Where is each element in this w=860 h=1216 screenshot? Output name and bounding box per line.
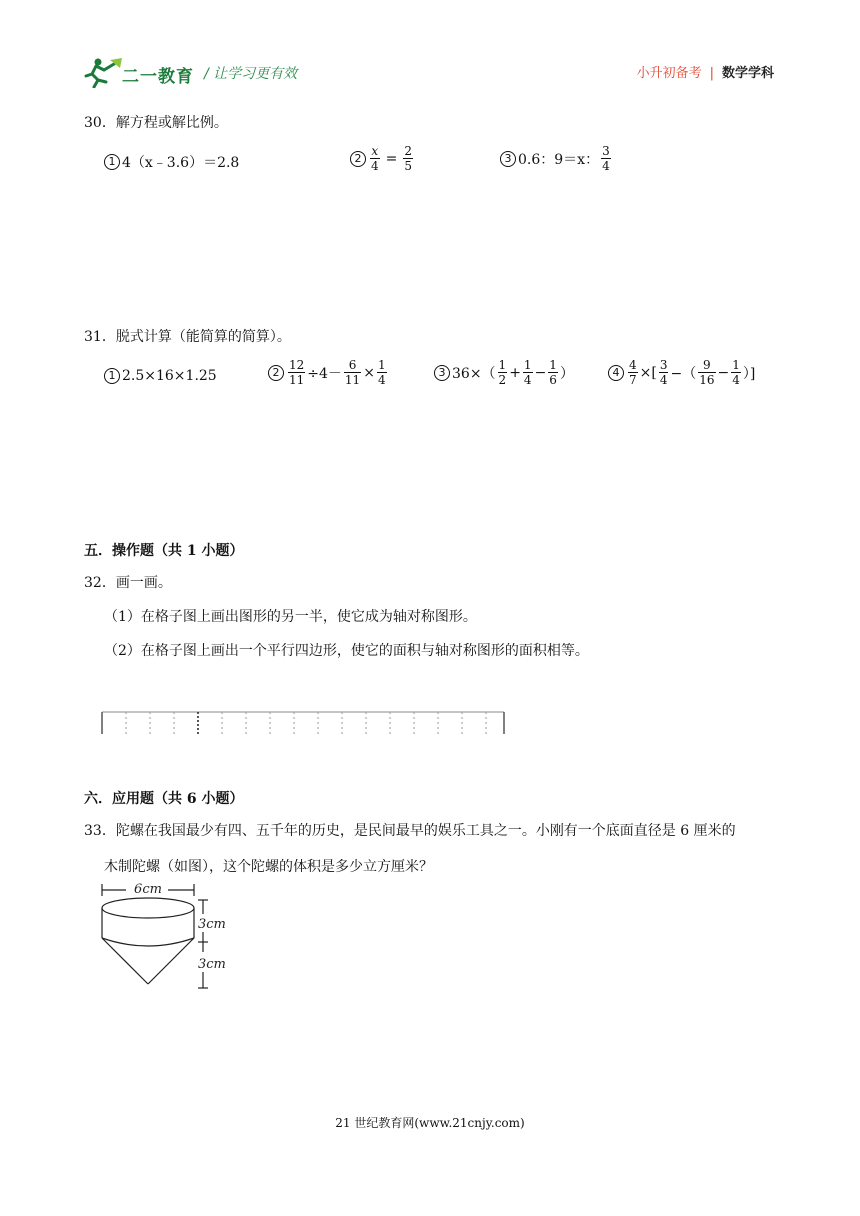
- q32-title: 32．画一画。: [84, 575, 172, 591]
- spinning-top-figure: [96, 880, 236, 994]
- q31-item-2: 2 $\frac{12}{11}$ ÷4－ $\frac{6}{11}$ × $\frac{1}{4}$: [268, 358, 389, 387]
- header-separator: |: [709, 66, 714, 81]
- exam-label: 小升初备考: [636, 66, 702, 81]
- q33-line2: 木制陀螺（如图），这个陀螺的体积是多少立方厘米？: [104, 859, 433, 875]
- proportion-text: 0.6：9＝x：: [518, 151, 600, 168]
- subject-label: 数学学科: [721, 66, 774, 81]
- item-number: 2: [268, 365, 284, 381]
- q31-item-4: 4 $\frac{4}{7}$ ×[ $\frac{3}{4}$ −（ $\frac{9}{16}$ − $\frac{1}{4}$ ）]: [608, 358, 755, 387]
- grid-figure: [100, 710, 506, 736]
- item-number: 3: [500, 151, 516, 167]
- brand-name: 二一教育: [122, 67, 194, 87]
- equals-sign: =: [385, 150, 398, 167]
- page-footer: 21 世纪教育网(www.21cnjy.com): [335, 1116, 525, 1130]
- q32-sub2: （2）在格子图上画出一个平行四边形，使它的面积与轴对称图形的面积相等。: [104, 643, 589, 659]
- item-number: 1: [104, 368, 120, 384]
- brand-logo: [84, 56, 304, 92]
- q33-line1: 33．陀螺在我国最少有四、五千年的历史，是民间最早的娱乐工具之一。小刚有一个底面直径是 6 厘米的: [84, 823, 736, 839]
- width-label: 6cm: [134, 882, 162, 897]
- item-number: 1: [104, 154, 120, 170]
- fraction: $\frac{2}{5}$: [404, 144, 413, 173]
- q31-item-3: 3 36×（ $\frac{1}{2}$ + $\frac{1}{4}$ − $\frac{1}{6}$ ）: [434, 358, 574, 387]
- item-number: 3: [434, 365, 450, 381]
- q30-item-1: [104, 152, 239, 172]
- section-5-heading: 五．操作题（共 1 小题）: [84, 543, 244, 559]
- equation-text: 4（x﹣3.6）＝2.8: [122, 155, 240, 171]
- cylinder-height-label: 3cm: [198, 917, 226, 932]
- fraction: $\frac{3}{4}$: [602, 144, 610, 173]
- q30-title: 30．解方程或解比例。: [84, 115, 228, 131]
- cone-height-label: 3cm: [198, 957, 226, 972]
- item-number: 2: [350, 151, 366, 167]
- item-number: 4: [608, 365, 624, 381]
- q32-sub1: （1）在格子图上画出图形的另一半，使它成为轴对称图形。: [104, 609, 477, 625]
- q31-item-1: [104, 368, 217, 384]
- runner-logo-icon: [84, 56, 124, 88]
- fraction: $\frac{x}{4}$: [371, 144, 379, 173]
- section-6-heading: 六．应用题（共 6 小题）: [84, 791, 244, 807]
- q30-item-3: [500, 144, 613, 173]
- q30-item-2: [350, 144, 415, 173]
- header-info: [637, 62, 774, 81]
- brand-slogan: / 让学习更有效: [204, 66, 298, 82]
- expression-text: 2.5×16×1.25: [122, 368, 217, 384]
- q31-title: 31．脱式计算（能简算的简算）。: [84, 329, 291, 345]
